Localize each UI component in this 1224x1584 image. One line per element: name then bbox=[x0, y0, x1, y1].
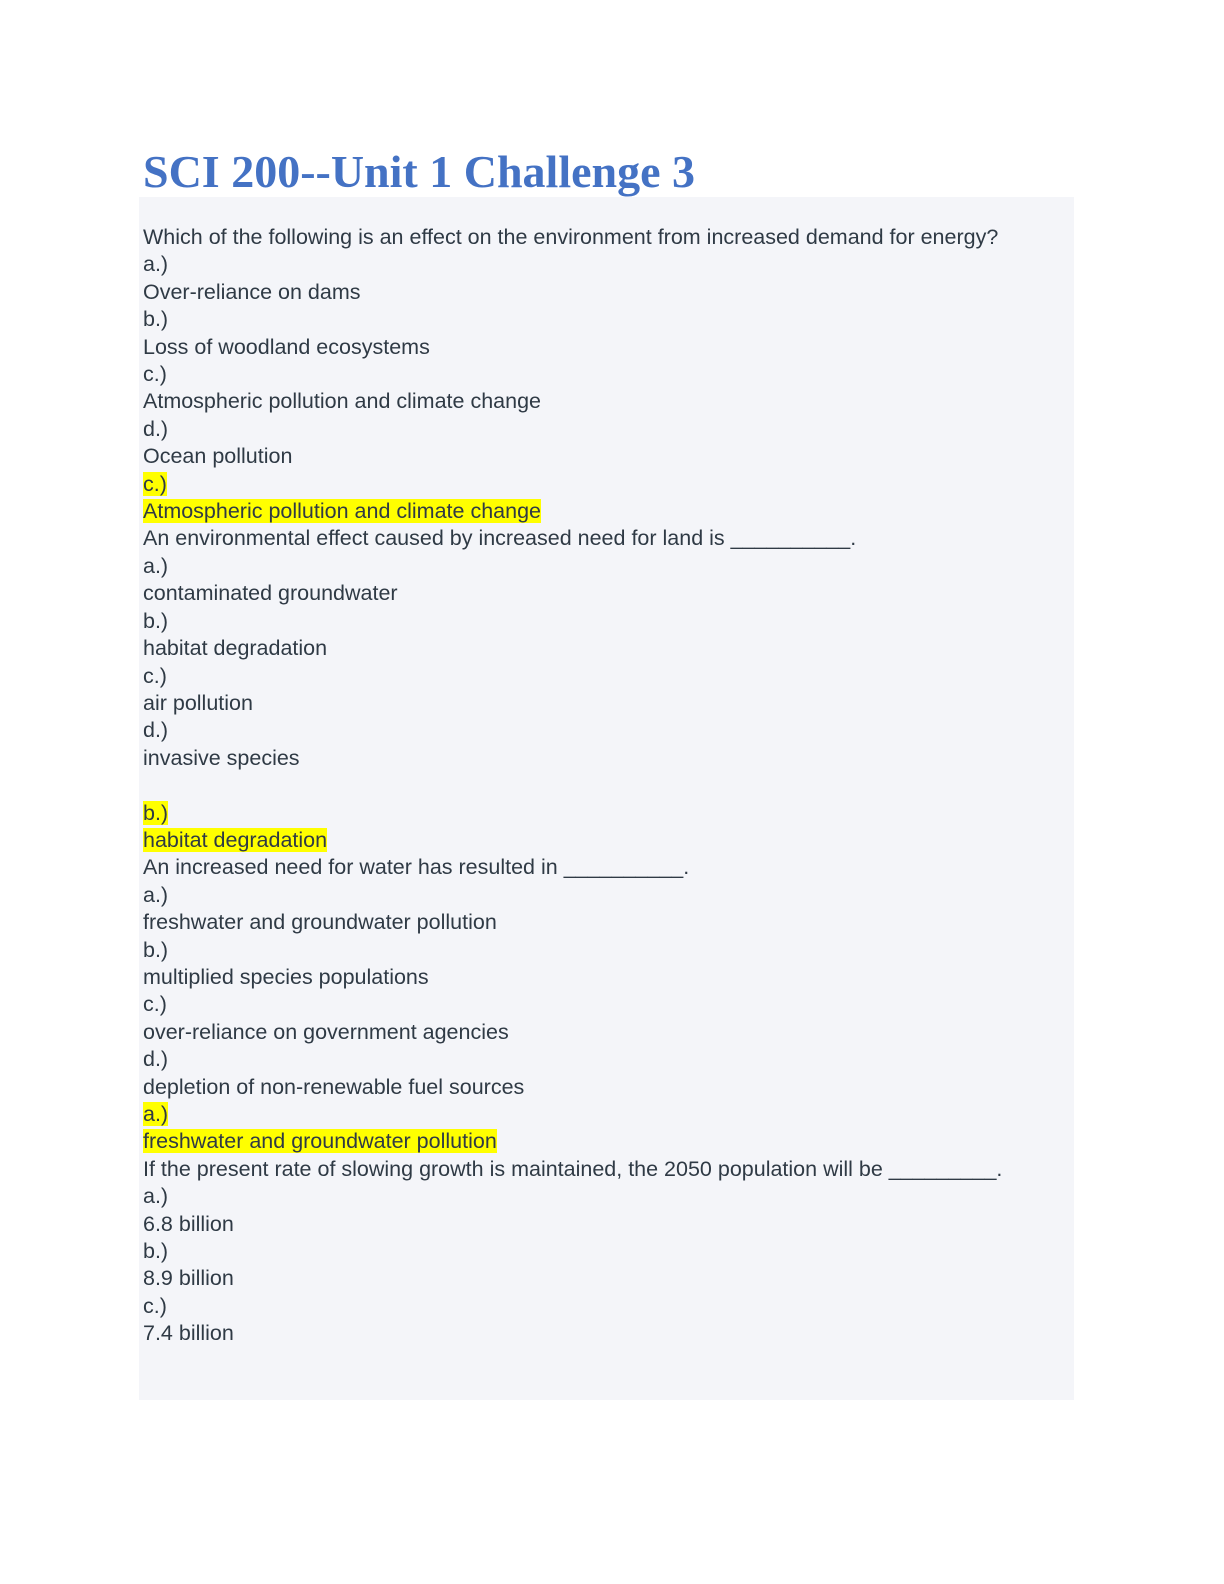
question-prompt: If the present rate of slowing growth is maintained, the 2050 population will be _________. bbox=[143, 1156, 1003, 1181]
option-letter: b.) bbox=[143, 608, 169, 633]
quiz-panel bbox=[139, 197, 1074, 1400]
option-text: 6.8 billion bbox=[143, 1211, 234, 1236]
option-letter: c.) bbox=[143, 1293, 167, 1318]
option-text: 7.4 billion bbox=[143, 1321, 234, 1346]
option-letter: c.) bbox=[143, 663, 167, 688]
answer-letter-highlight: a.) bbox=[143, 1101, 169, 1126]
option-text: Over-reliance on dams bbox=[143, 279, 361, 304]
option-text: multiplied species populations bbox=[143, 964, 429, 989]
option-text: Loss of woodland ecosystems bbox=[143, 334, 430, 359]
question-prompt: An environmental effect caused by increased need for land is __________. bbox=[143, 526, 857, 551]
answer-text-highlight: Atmospheric pollution and climate change bbox=[143, 499, 541, 524]
option-text: air pollution bbox=[143, 690, 253, 715]
option-text: habitat degradation bbox=[143, 636, 328, 661]
option-text: freshwater and groundwater pollution bbox=[143, 910, 497, 935]
option-letter: d.) bbox=[143, 416, 169, 441]
question-2 bbox=[143, 525, 1043, 854]
option-letter: b.) bbox=[143, 307, 169, 332]
option-letter: a.) bbox=[143, 252, 169, 277]
option-letter: a.) bbox=[143, 882, 169, 907]
question-3 bbox=[143, 854, 1043, 1155]
option-letter: c.) bbox=[143, 362, 167, 387]
blank-line bbox=[143, 772, 1043, 799]
option-letter: b.) bbox=[143, 1239, 169, 1264]
page-title: SCI 200--Unit 1 Challenge 3 bbox=[143, 146, 696, 197]
option-text: over-reliance on government agencies bbox=[143, 1019, 509, 1044]
option-letter: b.) bbox=[143, 937, 169, 962]
option-text: Ocean pollution bbox=[143, 444, 293, 469]
option-letter: a.) bbox=[143, 553, 169, 578]
option-text: contaminated groundwater bbox=[143, 581, 398, 606]
question-prompt: An increased need for water has resulted in __________. bbox=[143, 855, 690, 880]
option-letter: c.) bbox=[143, 992, 167, 1017]
option-text: Atmospheric pollution and climate change bbox=[143, 389, 541, 414]
option-letter: d.) bbox=[143, 718, 169, 743]
option-letter: d.) bbox=[143, 1047, 169, 1072]
option-text: invasive species bbox=[143, 745, 300, 770]
question-prompt: Which of the following is an effect on the environment from increased demand for energy? bbox=[143, 225, 999, 249]
option-text: 8.9 billion bbox=[143, 1266, 234, 1291]
answer-text-highlight: habitat degradation bbox=[143, 827, 328, 852]
answer-letter-highlight: c.) bbox=[143, 471, 167, 496]
question-1 bbox=[143, 224, 1043, 525]
option-letter: a.) bbox=[143, 1184, 169, 1209]
option-text: depletion of non-renewable fuel sources bbox=[143, 1074, 525, 1099]
answer-text-highlight: freshwater and groundwater pollution bbox=[143, 1129, 497, 1154]
question-4 bbox=[143, 1156, 1043, 1348]
answer-letter-highlight: b.) bbox=[143, 800, 169, 825]
quiz-content bbox=[143, 224, 1043, 1348]
